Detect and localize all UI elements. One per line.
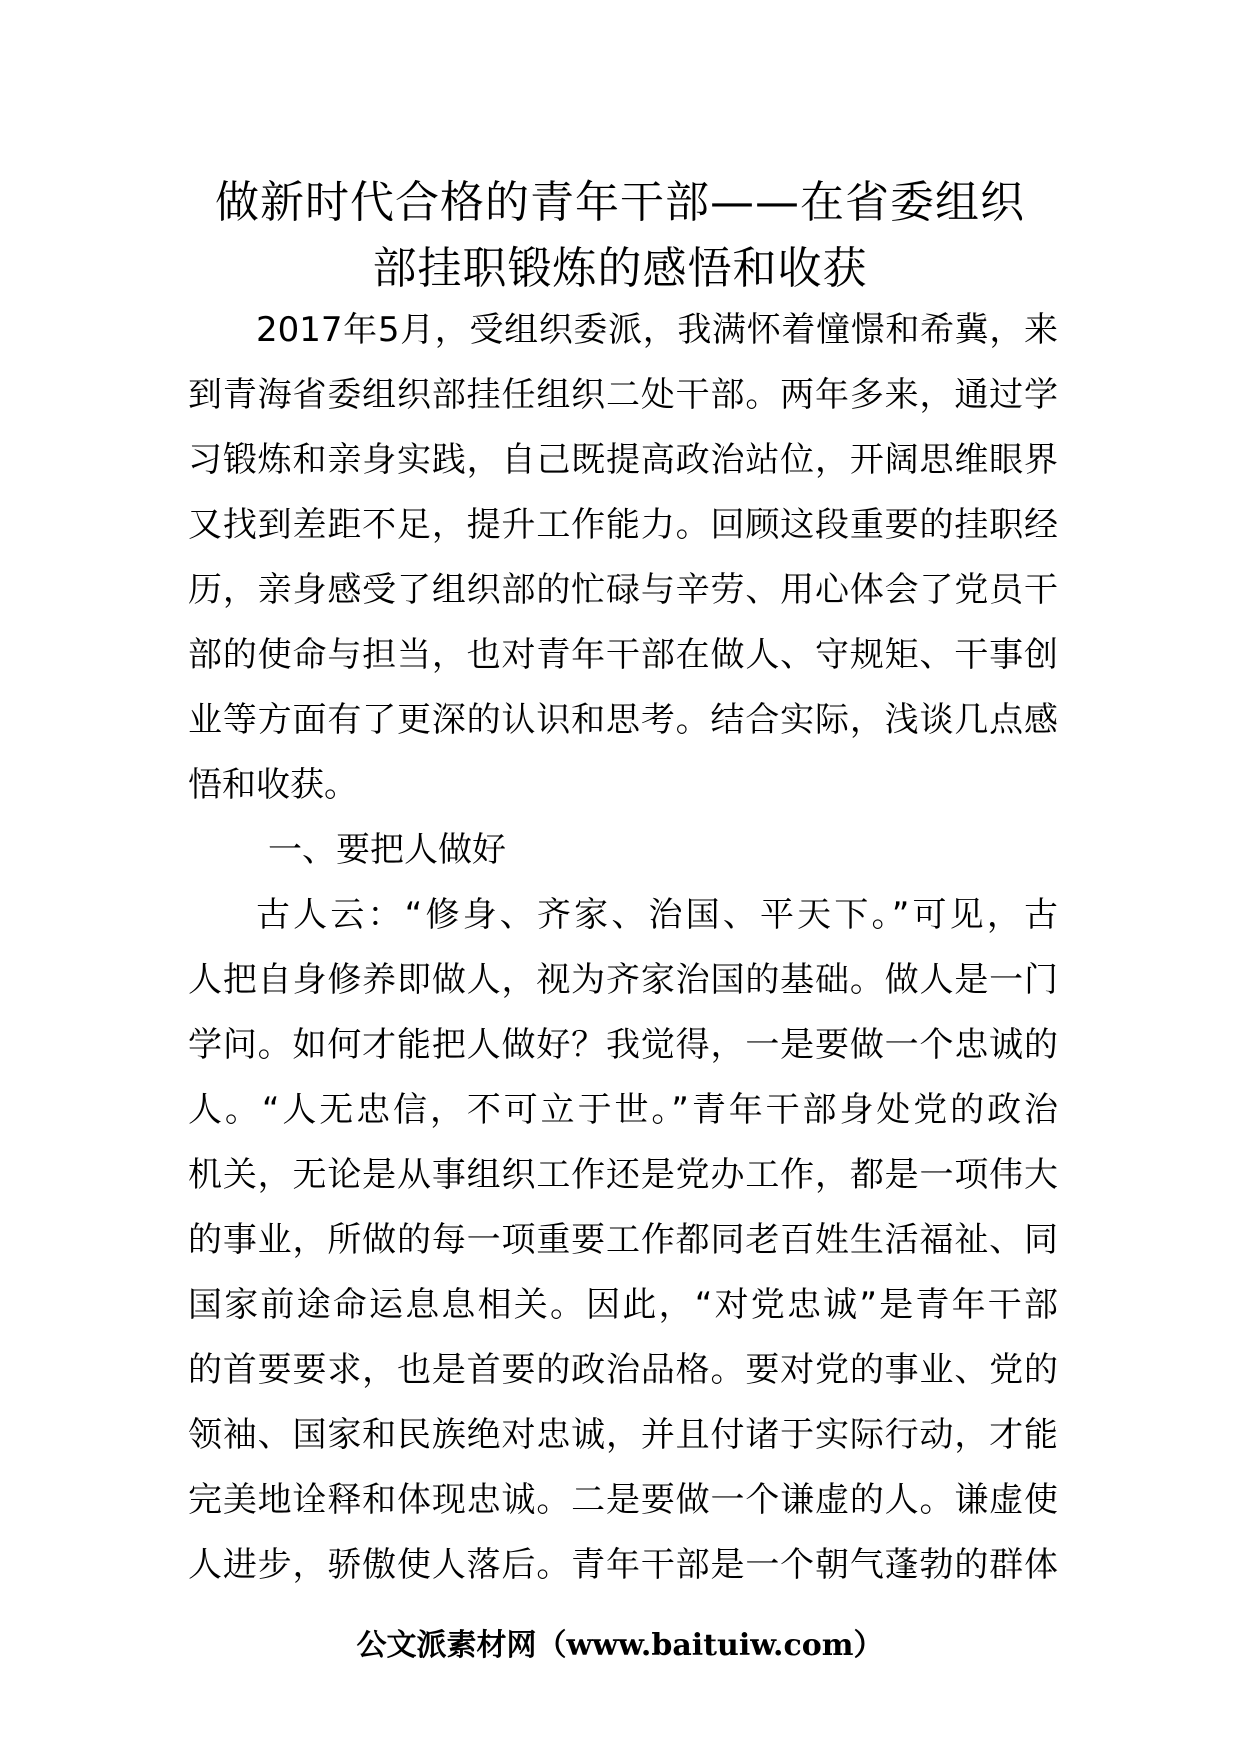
document-title	[150, 170, 1090, 302]
paragraph-1-line: 2017年5月，受组织委派，我满怀着憧憬和希冀，来	[256, 310, 1058, 350]
paragraph-1-line: 到青海省委组织部挂任组织二处干部。两年多来，通过学	[188, 375, 1058, 415]
paragraph-2-line: 人。“人无忠信，不可立于世。”青年干部身处党的政治	[188, 1090, 1058, 1130]
section-heading: 一、要把人做好	[268, 830, 506, 870]
paragraph-2-line: 领袖、国家和民族绝对忠诚，并且付诸于实际行动，才能	[188, 1415, 1058, 1455]
paragraph-1-line: 又找到差距不足，提升工作能力。回顾这段重要的挂职经	[188, 505, 1058, 545]
paragraph-1-line: 悟和收获。	[188, 765, 358, 805]
paragraph-2-line: 的事业，所做的每一项重要工作都同老百姓生活福祉、同	[188, 1220, 1058, 1260]
paragraph-2-line: 人进步，骄傲使人落后。青年干部是一个朝气蓬勃的群体	[188, 1545, 1058, 1585]
paragraph-1-line: 部的使命与担当，也对青年干部在做人、守规矩、干事创	[188, 635, 1058, 675]
title-line-1: 做新时代合格的青年干部——在省委组织	[215, 177, 1025, 228]
paragraph-2-line: 的首要要求，也是首要的政治品格。要对党的事业、党的	[188, 1350, 1058, 1390]
paragraph-1-line: 习锻炼和亲身实践，自己既提高政治站位，开阔思维眼界	[188, 440, 1058, 480]
title-line-2: 部挂职锻炼的感悟和收获	[372, 243, 868, 294]
document-body	[188, 298, 1058, 1598]
paragraph-1-line: 历，亲身感受了组织部的忙碌与辛劳、用心体会了党员干	[188, 570, 1058, 610]
paragraph-2-line: 完美地诠释和体现忠诚。二是要做一个谦虚的人。谦虚使	[188, 1480, 1058, 1520]
paragraph-2-line: 学问。如何才能把人做好？我觉得，一是要做一个忠诚的	[188, 1025, 1058, 1065]
paragraph-2-line: 国家前途命运息息相关。因此，“对党忠诚”是青年干部	[188, 1285, 1058, 1325]
paragraph-2-line: 人把自身修养即做人，视为齐家治国的基础。做人是一门	[188, 960, 1058, 1000]
paragraph-2-line: 古人云：“修身、齐家、治国、平天下。”可见，古	[256, 895, 1058, 935]
paragraph-1-line: 业等方面有了更深的认识和思考。结合实际，浅谈几点感	[188, 700, 1058, 740]
paragraph-2-line: 机关，无论是从事组织工作还是党办工作，都是一项伟大	[188, 1155, 1058, 1195]
footer-watermark-text: 公文派素材网（www.baituiw.com）	[356, 1628, 884, 1663]
